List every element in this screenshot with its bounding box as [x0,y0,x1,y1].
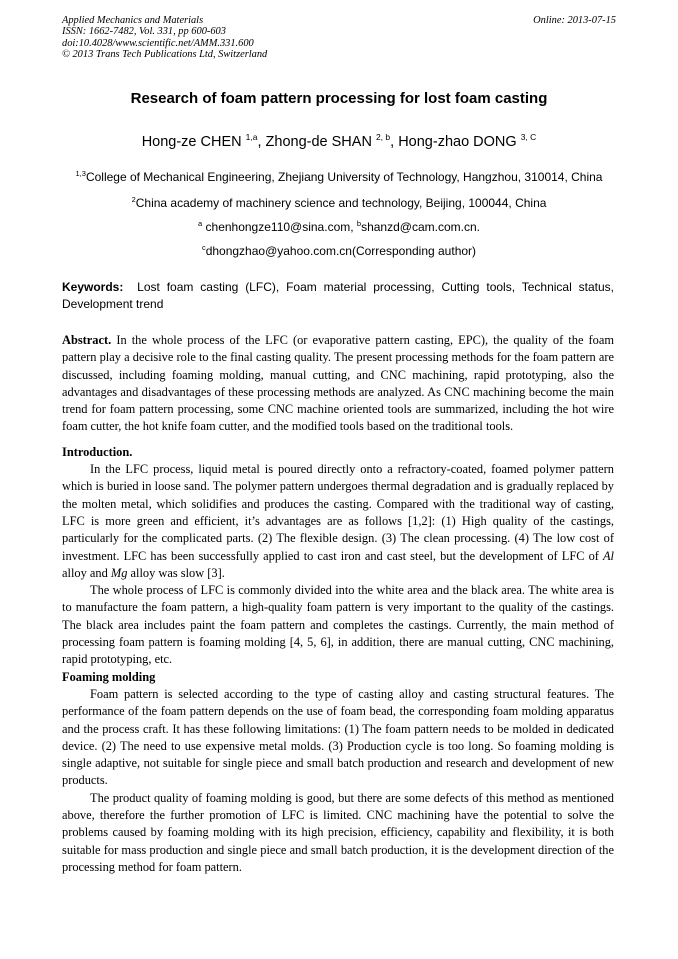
al-symbol: Al [602,548,614,563]
affiliation-text: College of Mechanical Engineering, Zhejiang University of Technology, Hangzhou, 310014, China [85,170,603,184]
journal-name: Applied Mechanics and Materials [62,15,204,26]
author-superscript: 1,a [245,132,258,142]
author-name: Hong-zhao DONG [398,134,517,150]
abstract [62,332,614,436]
paper-body [62,332,614,876]
foaming-paragraph-2: The product quality of foaming molding is good, but there are some defects of this method as mentioned above, therefore the further promotion of LFC is limited. CNC machining have the potential to solve the problems caused by foaming molding with its high precision, efficiency, capability and flexibility, it is both suitable for mass production and single piece and small batch production, it is the development direction of the processing method for foam pattern. [62,790,614,874]
author-superscript: 2, b [375,132,391,142]
paragraph-text: alloy and [62,565,111,580]
affiliation-superscript: 2 [131,195,136,204]
paragraph-text: In the LFC process, liquid metal is poured directly onto a refractory-coated, foamed polymer pattern which is buried in loose sand. The polymer pattern undergoes thermal degradation and is gradually replaced by the molten metal, which solidifies and produces the casting. Compared with the traditional way of casting, LFC is more green and efficient, it’s advantages are as follows [1,2]: (1) High quality of the castings, particularly for the complicated parts. (2) The flexible design. (3) The clean processing. (4) The low cost of investment. LFC has been successfully applied to cast iron and cast steel, but the development of LFC of [62,462,614,563]
foaming-molding-heading: Foaming molding [62,669,156,684]
mg-symbol: Mg [110,565,128,580]
affiliation-1 [62,166,616,185]
foaming-paragraph-1: Foam pattern is selected according to the type of casting alloy and casting structural features. The performance of the foam pattern depends on the use of foam bead, the corresponding foam molding apparatus and the process craft. It has these following limitations: (1) The foam pattern needs to be molded in dedicated device. (2) The need to use expensive metal molds. (3) Production cycle is too long. So foaming molding is single adaptive, not suitable for single piece and small batch production and research and development of new products. [62,686,614,788]
affiliation-2 [62,192,616,211]
email-a: chenhongze110@sina.com, [205,220,357,234]
email-superscript: b [356,219,362,228]
affiliation-text: China academy of machinery science and technology, Beijing, 100044, China [135,196,547,210]
journal-doi: doi:10.4028/www.scientific.net/AMM.331.600 [62,37,254,49]
keywords [62,279,614,313]
affiliation-superscript: 1,3 [75,169,86,178]
author-name: Hong-ze CHEN [141,134,242,150]
email-superscript: c [201,243,206,252]
author-superscript: 3, C [520,132,537,142]
paragraph-text: alloy was slow [3]. [127,565,225,580]
author-name: Zhong-de SHAN [265,134,372,150]
email-line-c [62,240,616,259]
keywords-label: Keywords: [62,280,124,294]
email-superscript: a [198,219,203,228]
introduction-heading: Introduction. [62,444,133,459]
paper-title: Research of foam pattern processing for lost foam casting [130,90,548,107]
abstract-label: Abstract. [62,333,112,347]
keywords-text: Lost foam casting (LFC), Foam material processing, Cutting tools, Technical status, Development trend [62,280,614,311]
email-b: shanzd@cam.com.cn. [361,220,480,234]
author-list: Hong-ze CHEN $^{1,a}$, Zhong-de SHAN $^{2, b}$, Hong-zhao DONG $^{3, C}$ [141,132,537,150]
online-date: Online: 2013-07-15 [533,15,616,26]
abstract-text: In the whole process of the LFC (or evaporative pattern casting, EPC), the quality of the foam pattern play a decisive role to the final casting quality. The present processing methods for the foam pattern are discussed, including foaming molding, manual cutting, and CNC machining, rapid prototyping, also the advantages and disadvantages of these processing methods are analyzed. As CNC machining become the main trend for foam pattern processing, some CNC machine oriented tools are summarized, including the hot wire foam cutter, the hot knife foam cutter, and the modified tools based on the traditional tools. [62,333,614,434]
journal-copyright: © 2013 Trans Tech Publications Ltd, Switzerland [62,49,268,61]
introduction-paragraph-1 [62,461,614,582]
email-line-ab [62,216,616,235]
journal-header [62,15,616,61]
email-c: dhongzhao@yahoo.com.cn(Corresponding author) [205,244,477,258]
journal-issn: ISSN: 1662-7482, Vol. 331, pp 600-603 [62,26,226,38]
introduction-paragraph-2: The whole process of LFC is commonly divided into the white area and the black area. The white area is to manufacture the foam pattern, a high-quality foam pattern is very important to the quality of the castings. The black area includes paint the foam pattern and completes the castings. Currently, the main method of processing foam pattern is foaming molding [4, 5, 6], in addition, there are manual cutting, CNC machining, rapid prototyping, etc. [62,583,614,667]
